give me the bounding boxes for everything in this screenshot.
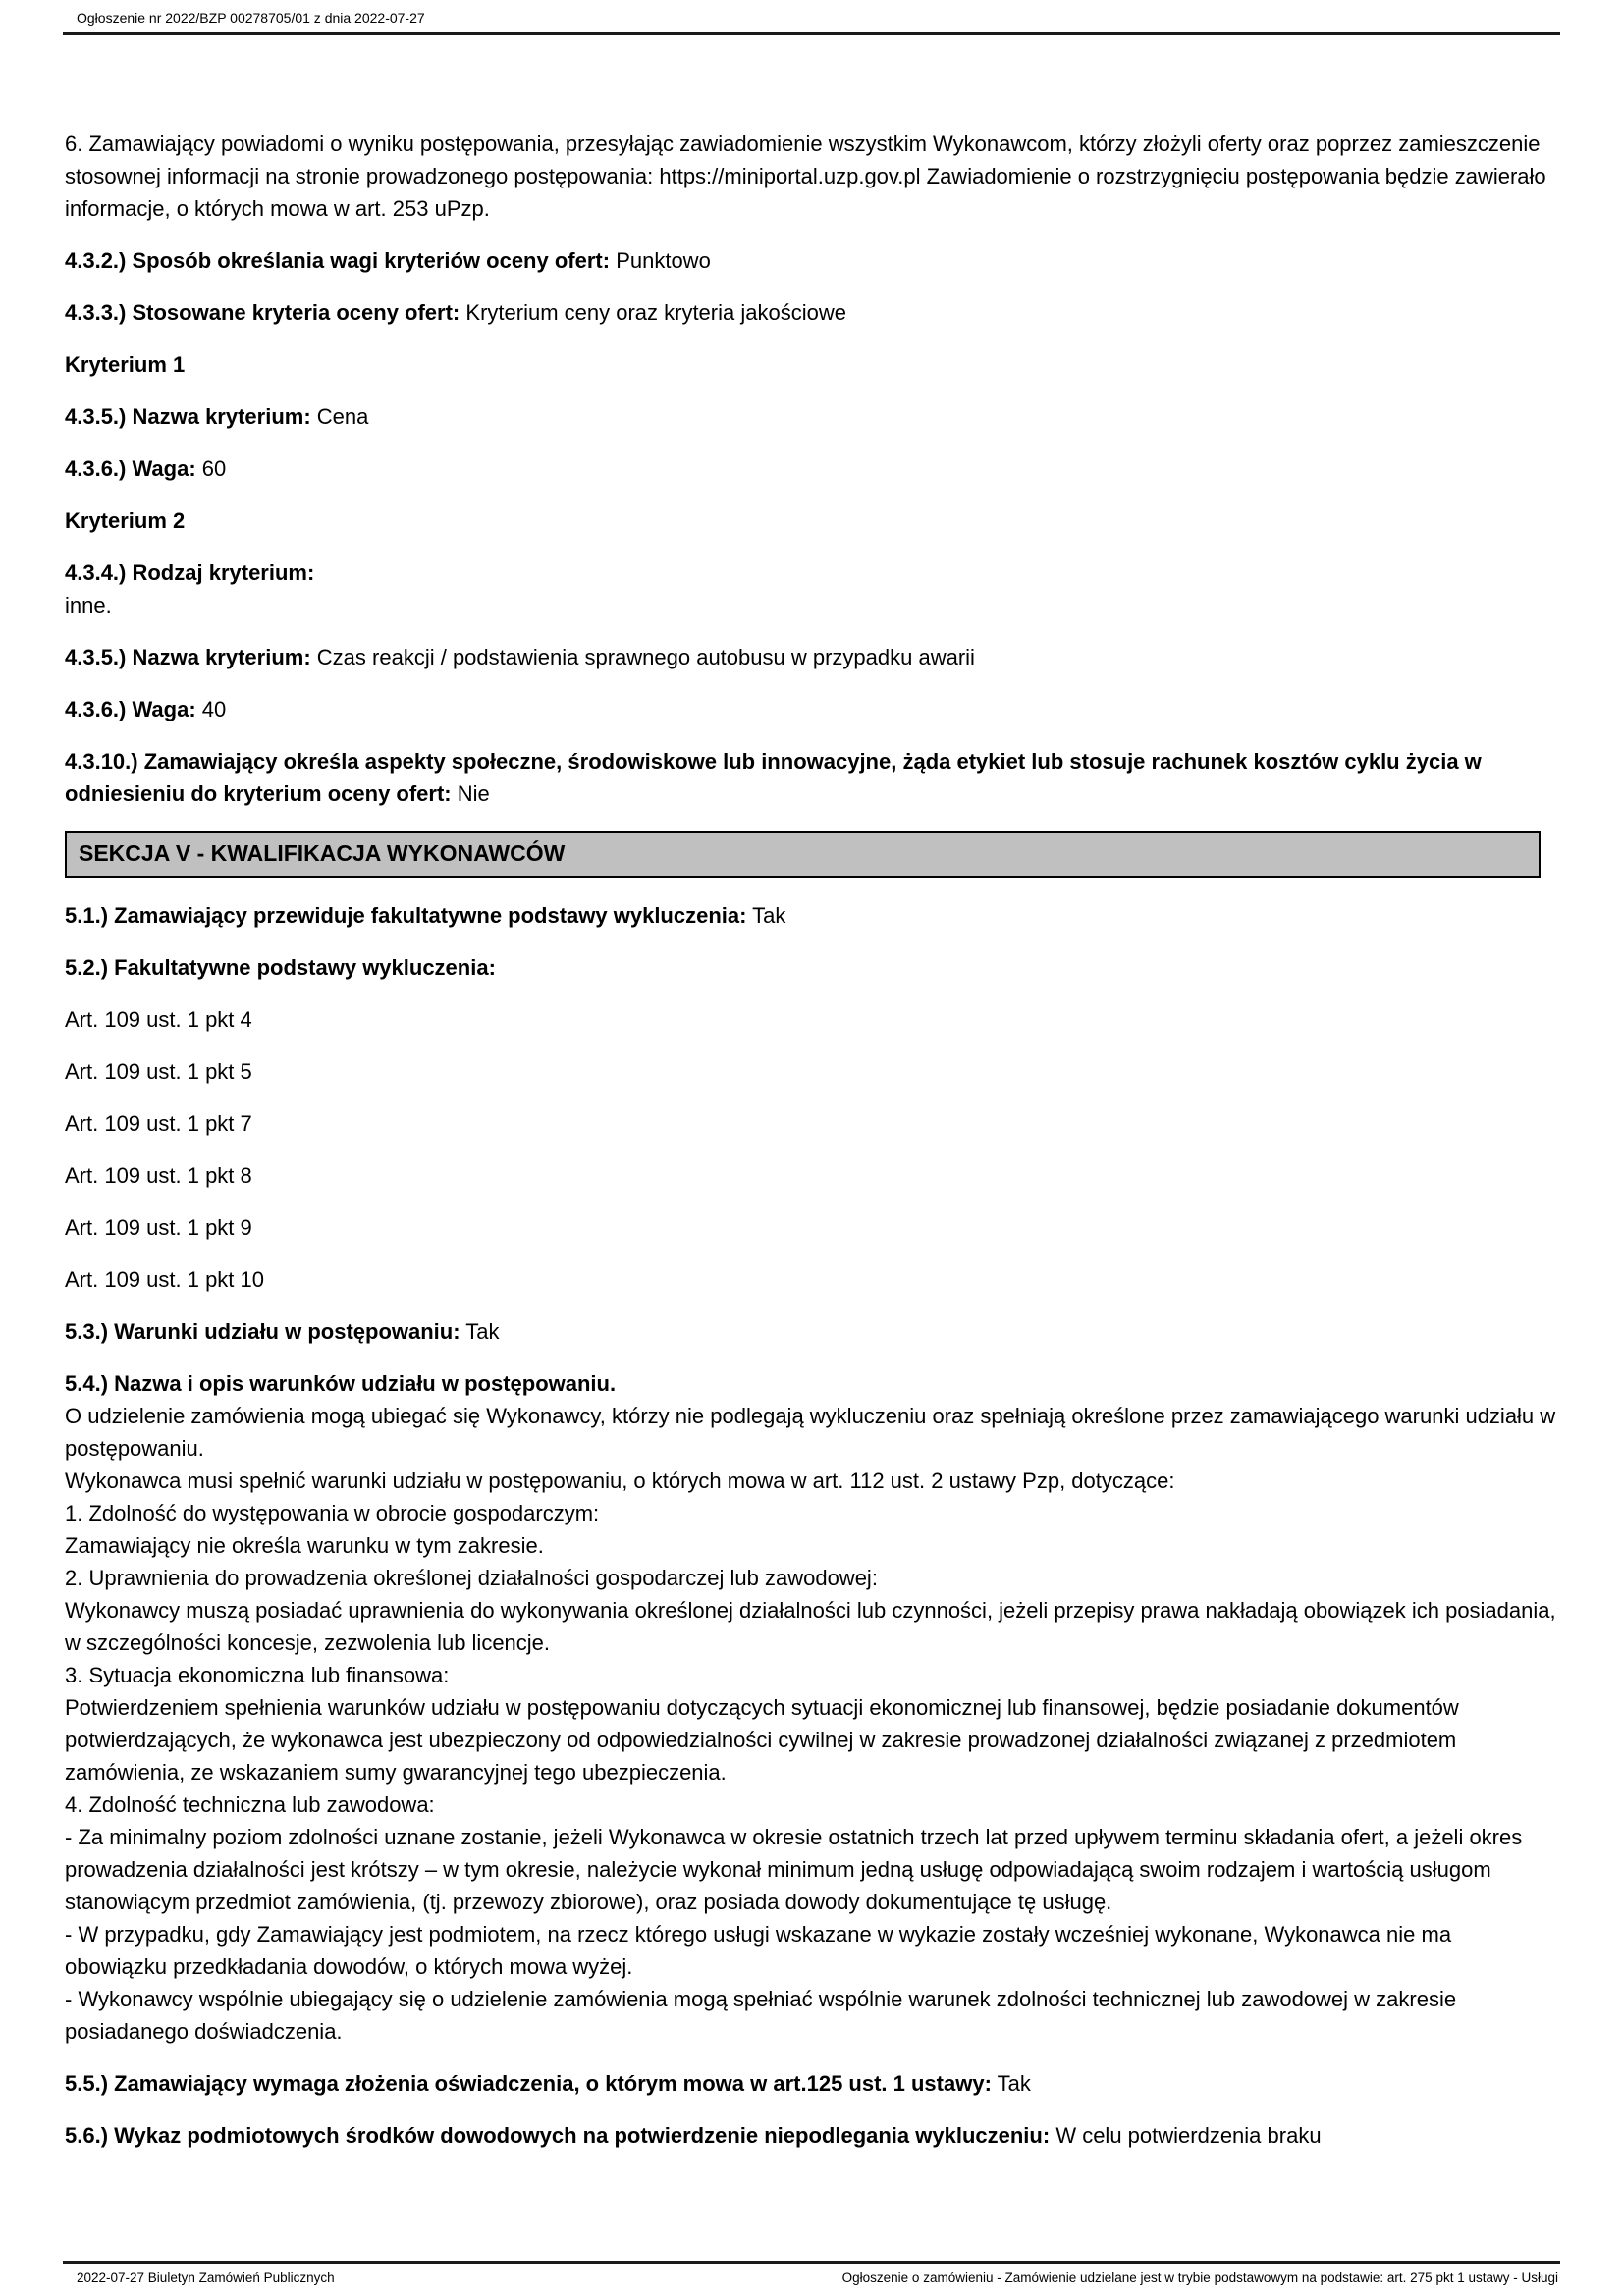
field-4-3-6-criterion-2 [65,693,1558,725]
field-4-3-6-criterion-1-label: 4.3.6.) Waga: [65,456,196,481]
field-5-4-line: - Wykonawcy wspólnie ubiegający się o udzielenie zamówienia mogą spełniać wspólnie warunek zdolności technicznej lub zawodowej w zakresie posiadanego doświadczenia. [65,1987,1457,2044]
field-4-3-3-label: 4.3.3.) Stosowane kryteria oceny ofert: [65,300,460,325]
art-109-item-pkt-8: Art. 109 ust. 1 pkt 8 [65,1163,252,1188]
field-4-3-3 [65,296,1558,329]
art-109-item-pkt-10: Art. 109 ust. 1 pkt 10 [65,1267,265,1292]
field-5-4-label: 5.4.) Nazwa i opis warunków udziału w postępowaniu. [65,1371,617,1396]
field-4-3-2-value: Punktowo [616,248,711,273]
field-4-3-4-label: 4.3.4.) Rodzaj kryterium: [65,561,315,585]
field-4-3-6-criterion-1 [65,453,1558,485]
section-v-banner: SEKCJA V - KWALIFIKACJA WYKONAWCÓW [65,831,1541,878]
field-5-3-label: 5.3.) Warunki udziału w postępowaniu: [65,1319,460,1344]
field-5-4-line: - Za minimalny poziom zdolności uznane zostanie, jeżeli Wykonawca w okresie ostatnich trzech lat przed upływem terminu składania ofert, a jeżeli okres prowadzenia działalności jest krótszy – w tym okresie, należycie wykonał minimum jedną usługę odpowiadającą swoim rodzajem i wartością usługom stanowiącym przedmiot zamówienia, (tj. przewozy zbiorowe), oraz posiada dowody dokumentujące tę usługę. [65,1825,1523,1914]
field-5-6 [65,2119,1558,2152]
field-5-4-label-line [65,1367,1558,1400]
announcement-number: Ogłoszenie nr 2022/BZP 00278705/01 z dnia 2022-07-27 [77,10,425,26]
field-4-3-5-criterion-1 [65,400,1558,433]
field-4-3-5-criterion-1-label: 4.3.5.) Nazwa kryterium: [65,404,311,429]
criterion-2-heading [65,505,1558,537]
field-5-3 [65,1315,1558,1348]
field-4-3-2-label: 4.3.2.) Sposób określania wagi kryteriów oceny ofert: [65,248,611,273]
field-4-3-5-criterion-2 [65,641,1558,673]
field-4-3-6-criterion-2-value: 40 [201,697,227,721]
field-4-3-6-criterion-2-label: 4.3.6.) Waga: [65,697,196,721]
art-109-item-pkt-4: Art. 109 ust. 1 pkt 4 [65,1007,252,1032]
field-4-3-10 [65,745,1558,810]
field-5-2-label: 5.2.) Fakultatywne podstawy wykluczenia: [65,955,496,980]
page-footer [63,2261,1560,2286]
document-body [65,35,1558,2152]
field-5-4-line: Wykonawca musi spełnić warunki udziału w postępowaniu, o których mowa w art. 112 ust. 2 ustawy Pzp, dotyczące: [65,1468,1175,1493]
criterion-1-heading [65,348,1558,381]
criterion-1-heading-label: Kryterium 1 [65,352,186,377]
field-5-5-value: Tak [997,2071,1031,2096]
field-5-4-line: - W przypadku, gdy Zamawiający jest podmiotem, na rzecz którego usługi wskazane w wykazie zostały wcześniej wykonane, Wykonawca nie ma obowiązku przedkładania dowodów, o których mowa wyżej. [65,1922,1452,1979]
field-5-4 [65,1367,1558,2048]
field-5-4-line: 2. Uprawnienia do prowadzenia określonej działalności gospodarczej lub zawodowej: [65,1566,878,1590]
field-5-4-line: 3. Sytuacja ekonomiczna lub finansowa: [65,1663,450,1687]
art-109-item-pkt-9: Art. 109 ust. 1 pkt 9 [65,1215,252,1240]
page-header [63,0,1560,35]
art-109-item-pkt-5: Art. 109 ust. 1 pkt 5 [65,1059,252,1084]
field-5-1-value: Tak [752,903,786,928]
field-5-4-line: 1. Zdolność do występowania w obrocie gospodarczym: [65,1501,600,1525]
criterion-2-heading-label: Kryterium 2 [65,508,186,533]
footer-bulletin-label: 2022-07-27 Biuletyn Zamówień Publicznych [77,2270,335,2285]
field-5-4-line: 4. Zdolność techniczna lub zawodowa: [65,1792,435,1817]
art-109-item-pkt-7: Art. 109 ust. 1 pkt 7 [65,1111,252,1136]
field-4-3-10-label: 4.3.10.) Zamawiający określa aspekty społeczne, środowiskowe lub innowacyjne, żąda etykiet lub stosuje rachunek kosztów cyklu życia w odniesieniu do kryterium oceny ofert: [65,749,1482,806]
field-4-3-2 [65,244,1558,277]
field-4-3-6-criterion-1-value: 60 [201,456,227,481]
field-5-3-value: Tak [465,1319,500,1344]
field-4-3-4-value: inne. [65,593,112,617]
field-5-2 [65,951,1558,984]
field-5-4-line: O udzielenie zamówienia mogą ubiegać się Wykonawcy, którzy nie podlegają wykluczeniu oraz spełniają określone przez zamawiającego warunki udziału w postępowaniu. [65,1404,1556,1461]
field-5-5-label: 5.5.) Zamawiający wymaga złożenia oświadczenia, o którym mowa w art.125 ust. 1 ustawy: [65,2071,992,2096]
field-5-1 [65,899,1558,932]
field-4-3-5-criterion-2-value: Czas reakcji / podstawienia sprawnego autobusu w przypadku awarii [316,645,975,669]
field-4-3-3-value: Kryterium ceny oraz kryteria jakościowe [465,300,846,325]
field-5-4-line: Zamawiający nie określa warunku w tym zakresie. [65,1533,544,1558]
field-5-5 [65,2067,1558,2100]
field-5-6-value: W celu potwierdzenia braku [1055,2123,1322,2148]
intro-paragraph: 6. Zamawiający powiadomi o wyniku postępowania, przesyłając zawiadomienie wszystkim Wykonawcom, którzy złożyli oferty oraz poprzez zamieszczenie stosownej informacji na stronie prowadzonego postępowania: https://miniportal.uzp.gov.pl Zawiadomienie o rozstrzygnięciu postępowania będzie zawierało informacje, o których mowa w art. 253 uPzp. [65,132,1546,221]
field-4-3-4 [65,557,1558,621]
footer-announcement-type: Ogłoszenie o zamówieniu - Zamówienie udzielane jest w trybie podstawowym na podstawie: art. 275 pkt 1 ustawy - Usługi [841,2270,1558,2285]
field-5-6-label: 5.6.) Wykaz podmiotowych środków dowodowych na potwierdzenie niepodlegania wykluczeniu: [65,2123,1051,2148]
field-5-4-line: Wykonawcy muszą posiadać uprawnienia do wykonywania określonej działalności lub czynności, jeżeli przepisy prawa nakładają obowiązek ich posiadania, w szczególności koncesje, zezwolenia lub licencje. [65,1598,1556,1655]
field-5-1-label: 5.1.) Zamawiający przewiduje fakultatywne podstawy wykluczenia: [65,903,747,928]
field-4-3-5-criterion-2-label: 4.3.5.) Nazwa kryterium: [65,645,311,669]
field-4-3-10-value: Nie [457,781,490,806]
field-5-4-line: Potwierdzeniem spełnienia warunków udziału w postępowaniu dotyczących sytuacji ekonomicznej lub finansowej, będzie posiadanie dokumentów potwierdzających, że wykonawca jest ubezpieczony od odpowiedzialności cywilnej w zakresie prowadzonej działalności związanej z przedmiotem zamówienia, ze wskazaniem sumy gwarancyjnej tego ubezpieczenia. [65,1695,1459,1785]
field-4-3-5-criterion-1-value: Cena [316,404,369,429]
